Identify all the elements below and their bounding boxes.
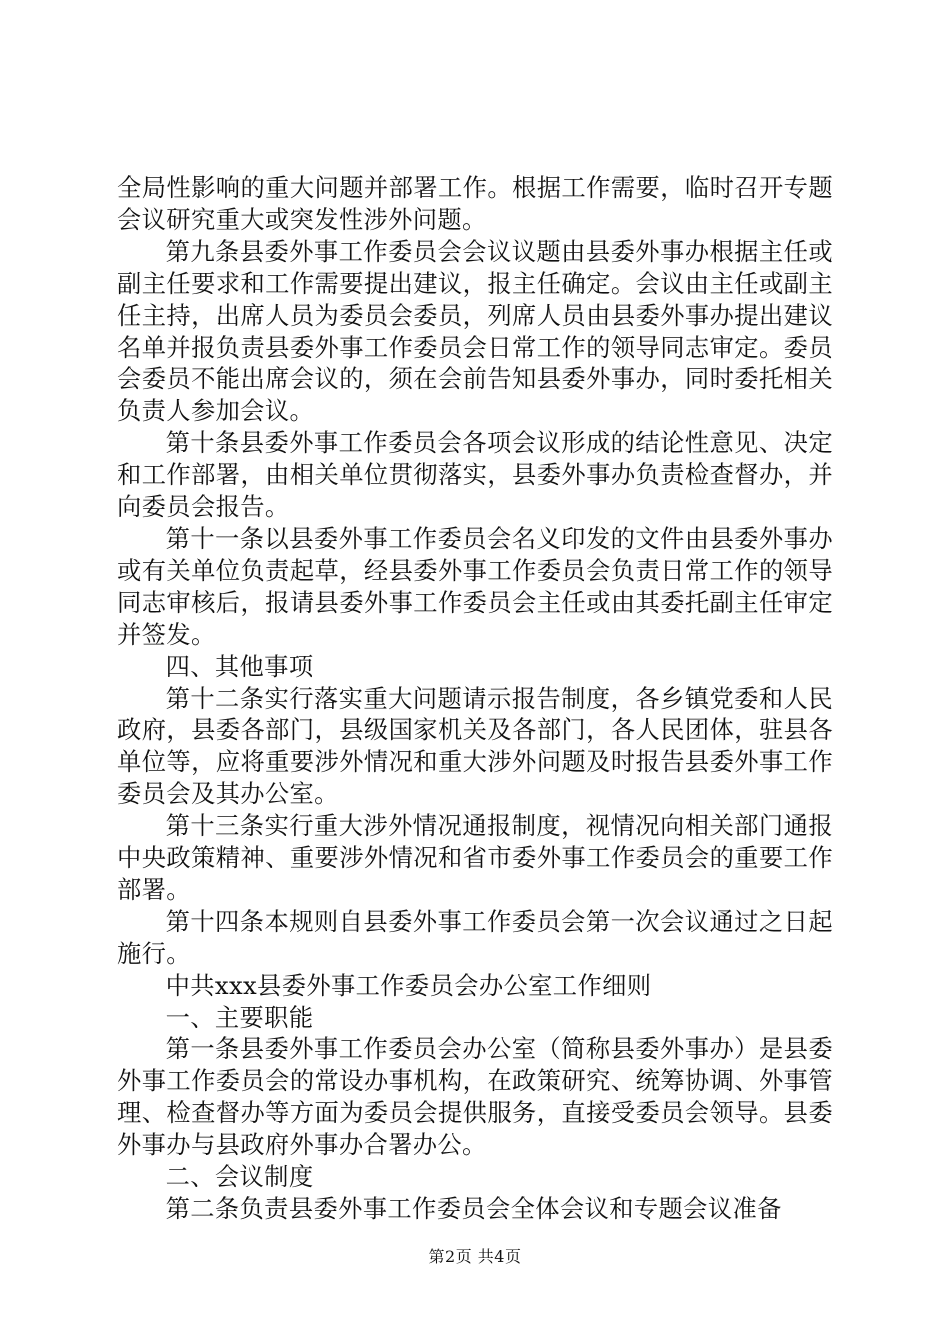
section-heading-other-matters: 四、其他事项 [165,651,314,681]
paragraph-11: 第一条县委外事工作委员会办公室（简称县委外事办）是县委外事工作委员会的常设办事机构，在政策研究、统筹协调、外事管理、检查督办等方面为委员会提供服务，直接受委员会领导。县委外事办与县政府外事办合署办公。 [117,1034,833,1160]
section-heading-main-functions: 一、主要职能 [165,1002,314,1032]
page-number: 第2页 共4页 [428,1247,522,1266]
paragraph-6: 第十二条实行落实重大问题请示报告制度，各乡镇党委和人民政府，县委各部门，县级国家机关及各部门，各人民团体，驻县各单位等，应将重要涉外情况和重大涉外问题及时报告县委外事工作委员会及其办公室。 [117,683,833,809]
paragraph-13: 第二条负责县委外事工作委员会全体会议和专题会议准备 [165,1194,782,1223]
paragraph-3: 第十条县委外事工作委员会各项会议形成的结论性意见、决定和工作部署，由相关单位贯彻落实，县委外事办负责检查督办，并向委员会报告。 [117,428,833,522]
paragraph-2: 第九条县委外事工作委员会会议议题由县委外事办根据主任或副主任要求和工作需要提出建议，报主任确定。会议由主任或副主任主持，出席人员为委员会委员，列席人员由县委外事办提出建议名单并报负责县委外事工作委员会日常工作的领导同志审定。委员会委员不能出席会议的，须在会前告知县委外事办，同时委托相关负责人参加会议。 [117,236,833,426]
paragraph-7: 第十三条实行重大涉外情况通报制度，视情况向相关部门通报中央政策精神、重要涉外情况和省市委外事工作委员会的重要工作部署。 [117,811,833,904]
section-heading-meeting-system: 二、会议制度 [165,1162,314,1192]
paragraph-4: 第十一条以县委外事工作委员会名义印发的文件由县委外事办或有关单位负责起草，经县委外事工作委员会负责日常工作的领导同志审核后，报请县委外事工作委员会主任或由其委托副主任审定并签发。 [117,523,833,649]
document-body [117,172,833,1225]
document-subtitle: 中共xxx县委外事工作委员会办公室工作细则 [165,970,652,1000]
paragraph-8: 第十四条本规则自县委外事工作委员会第一次会议通过之日起施行。 [117,906,833,968]
paragraph-1: 全局性影响的重大问题并部署工作。根据工作需要，临时召开专题会议研究重大或突发性涉外问题。 [117,173,833,234]
